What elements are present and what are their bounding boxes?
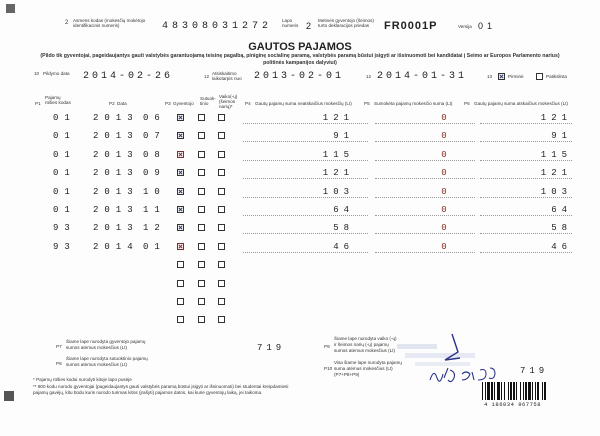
barcode xyxy=(480,382,578,402)
asmens-kodas-value[interactable]: 48308031272 xyxy=(162,21,273,32)
footnote-2: ** 900 kodu nurodo gyventojai (pageidaujantys gauti valstybės paramą būstui įsigyti ar išsinuomoti) bei studentai kreipdamiesi xyxy=(33,384,289,389)
barcode-bar xyxy=(504,382,505,400)
field-2-number: 2 xyxy=(65,20,69,26)
row-divider xyxy=(375,215,475,216)
row-month[interactable]: 06 xyxy=(143,113,166,123)
gyventojo-checkbox[interactable] xyxy=(177,224,184,231)
row-divider xyxy=(243,233,368,234)
row-p5[interactable]: 0 xyxy=(441,223,447,233)
row-year[interactable]: 2013 xyxy=(93,113,139,123)
gyventojo-checkbox[interactable] xyxy=(177,280,184,287)
corner-mark-top-left xyxy=(6,4,15,13)
sutuoktinio-checkbox[interactable] xyxy=(198,169,205,176)
p7-value[interactable]: 719 xyxy=(257,343,286,353)
sutuoktinio-checkbox[interactable] xyxy=(198,206,205,213)
form-code: FR0001P xyxy=(384,20,438,32)
row-divider xyxy=(480,197,572,198)
row-p6[interactable]: 58 xyxy=(551,223,572,233)
p2-header-num: P2 xyxy=(109,101,115,106)
asmens-kodas-label: Asmens kodas (mokesčių mokėtojo identifikacinis numeris) xyxy=(73,18,146,28)
row-divider xyxy=(243,215,368,216)
sutuoktinio-checkbox[interactable] xyxy=(198,298,205,305)
row-divider xyxy=(480,233,572,234)
vaiko-header: Vaiko(-ų) (šeimos narių)* xyxy=(219,94,238,109)
row-divider xyxy=(480,123,572,124)
sutuoktinio-checkbox[interactable] xyxy=(198,132,205,139)
row-code[interactable]: 01 xyxy=(53,187,76,197)
row-code[interactable]: 01 xyxy=(53,150,76,160)
vaiko-checkbox[interactable] xyxy=(218,169,225,176)
row-divider xyxy=(243,252,368,253)
row-p5[interactable]: 0 xyxy=(441,187,447,197)
row-code[interactable]: 01 xyxy=(53,131,76,141)
row-p6[interactable]: 121 xyxy=(540,168,572,178)
p12-number: 12 xyxy=(204,74,210,79)
primine-checkbox[interactable] xyxy=(498,73,505,80)
p1-header-label: Pajamų rūšies kodas xyxy=(45,95,71,105)
vaiko-checkbox[interactable] xyxy=(218,151,225,158)
primine-label: Pirminė xyxy=(508,74,524,79)
vaiko-checkbox[interactable] xyxy=(218,206,225,213)
row-divider xyxy=(375,233,475,234)
sutuoktinio-checkbox[interactable] xyxy=(198,261,205,268)
title-subtext: (Pildo tik gyventojai, pageidaujantys gauti valstybės garantuojamą teisinę pagalbą, piniginę socialinę paramą, valstybės paramą būstui įsigyti ar išsinuomoti bei kandidatai į Seimo ar Europos Parlamento narius) xyxy=(40,53,560,59)
row-p4[interactable]: 103 xyxy=(322,187,354,197)
barcode-bar xyxy=(508,382,509,400)
vaiko-checkbox[interactable] xyxy=(218,243,225,250)
p10-total-value[interactable]: 719 xyxy=(520,366,549,376)
barcode-bar xyxy=(542,382,543,400)
p10-total-number: P10 xyxy=(324,366,333,371)
vaiko-checkbox[interactable] xyxy=(218,132,225,139)
p8-number: P8 xyxy=(56,361,62,366)
p3-header-num: P3 xyxy=(165,101,171,106)
p10-label-line3: (P7+P8+P9) xyxy=(334,372,360,377)
barcode-bar xyxy=(525,382,527,400)
gyventojo-checkbox[interactable] xyxy=(177,298,184,305)
row-p4[interactable]: 121 xyxy=(322,168,354,178)
p3-header-label: Gyventojo xyxy=(173,101,194,106)
barcode-bar xyxy=(520,382,521,400)
atsiskaitimo-laikotarpis-label: Atsiskaitimo laikotarpis nuo xyxy=(212,71,242,81)
row-p4[interactable]: 115 xyxy=(322,150,354,160)
barcode-bar xyxy=(513,382,515,400)
p6-header-label: Gautų pajamų suma atskaičius mokesčius (Lt) xyxy=(474,101,568,106)
row-divider xyxy=(375,123,475,124)
row-divider xyxy=(480,215,572,216)
row-p5[interactable]: 0 xyxy=(441,168,447,178)
row-divider xyxy=(480,252,572,253)
row-month[interactable]: 09 xyxy=(143,168,166,178)
barcode-bar xyxy=(528,382,531,400)
sutuoktinio-checkbox[interactable] xyxy=(198,114,205,121)
row-year[interactable]: 2013 xyxy=(93,150,139,160)
p7-number: P7 xyxy=(56,344,62,349)
row-p5[interactable]: 0 xyxy=(441,131,447,141)
row-divider xyxy=(243,160,368,161)
lapo-numeris-label: Lapo numeris xyxy=(282,18,299,28)
row-year[interactable]: 2013 xyxy=(93,205,139,215)
row-code[interactable]: 01 xyxy=(53,205,76,215)
sutuoktinio-checkbox[interactable] xyxy=(198,151,205,158)
barcode-bar xyxy=(485,382,486,400)
page-title: GAUTOS PAJAMOS xyxy=(248,41,352,53)
p7-label-line1: Šiame lape nurodyta gyventojo pajamų xyxy=(66,339,146,344)
gyventojo-checkbox[interactable] xyxy=(177,132,184,139)
gyventojo-checkbox[interactable] xyxy=(177,261,184,268)
gyventojo-checkbox[interactable] xyxy=(177,206,184,213)
p4-header-num: P4 xyxy=(245,101,251,106)
sutuoktinio-checkbox[interactable] xyxy=(198,316,205,323)
barcode-bar xyxy=(482,382,483,400)
barcode-bar xyxy=(532,382,533,400)
sutuoktinio-header: Sutuok- tinio xyxy=(200,96,216,106)
p8-label-line2: sumos atėmus mokesčius (Lt) xyxy=(66,362,128,367)
signature xyxy=(400,330,510,390)
barcode-bar xyxy=(535,382,536,400)
row-p6[interactable]: 91 xyxy=(551,131,572,141)
row-month[interactable]: 08 xyxy=(143,150,166,160)
row-divider xyxy=(375,178,475,179)
row-month[interactable]: 11 xyxy=(143,205,166,215)
p7-label-line2: sumos atėmus mokesčius (Lt) xyxy=(66,345,128,350)
row-divider xyxy=(375,141,475,142)
row-p5[interactable]: 0 xyxy=(441,205,447,215)
p12-to-number: 12 xyxy=(366,74,372,79)
row-year[interactable]: 2013 xyxy=(93,223,139,233)
row-p4[interactable]: 121 xyxy=(322,113,354,123)
barcode-bar xyxy=(523,382,524,400)
barcode-bar xyxy=(516,382,517,400)
barcode-bar xyxy=(544,382,546,400)
row-p5[interactable]: 0 xyxy=(441,242,447,252)
row-p6[interactable]: 115 xyxy=(540,150,572,160)
p5-header-label: Sumokėta pajamų mokesčio suma (Lt) xyxy=(374,101,453,106)
footnote-3: pajamų gavėjų, kitu būdu kuris nurodo turimas kitos (įrašyti) pajamos datos, kai kurie gyventojų laiką, jei taikoma. xyxy=(33,390,263,395)
lapo-numeris-value[interactable]: 2 xyxy=(306,21,312,31)
row-code[interactable]: 93 xyxy=(53,242,76,252)
row-code[interactable]: 01 xyxy=(53,113,76,123)
row-month[interactable]: 01 xyxy=(143,242,166,252)
row-month[interactable]: 12 xyxy=(143,223,166,233)
row-divider xyxy=(375,252,475,253)
p10-label-line2: suma atėmus mokesčius (Lt) xyxy=(334,366,393,371)
patikslinta-checkbox[interactable] xyxy=(536,73,543,80)
p2-header-label: Data xyxy=(117,101,127,106)
vaiko-checkbox[interactable] xyxy=(218,280,225,287)
row-p6[interactable]: 121 xyxy=(540,113,572,123)
row-divider xyxy=(243,197,368,198)
row-month[interactable]: 10 xyxy=(143,187,166,197)
row-year[interactable]: 2014 xyxy=(93,242,139,252)
p9-label-line2: ir šeimos narių (-ų) pajamų xyxy=(334,342,389,347)
row-divider xyxy=(243,178,368,179)
vaiko-checkbox[interactable] xyxy=(218,188,225,195)
row-p6[interactable]: 64 xyxy=(551,205,572,215)
row-divider xyxy=(243,141,368,142)
row-p4[interactable]: 58 xyxy=(333,223,354,233)
patikslinta-label: Patikslinta xyxy=(546,74,567,79)
p8-label-line1: Šiame lape nurodyta sutuoktinio pajamų xyxy=(66,356,148,361)
barcode-bar xyxy=(501,382,502,400)
row-p5[interactable]: 0 xyxy=(441,150,447,160)
row-divider xyxy=(480,141,572,142)
p10-number: 10 xyxy=(34,71,40,76)
vaiko-checkbox[interactable] xyxy=(218,298,225,305)
sutuoktinio-checkbox[interactable] xyxy=(198,188,205,195)
row-p4[interactable]: 91 xyxy=(333,131,354,141)
p9-number: P9 xyxy=(324,344,330,349)
row-year[interactable]: 2013 xyxy=(93,131,139,141)
metines-deklaracija-label: Metinės gyventojo (šeimos) turto deklaracijos priedas xyxy=(318,18,374,28)
laikotarpis-to[interactable]: 2014-01-31 xyxy=(377,71,468,82)
row-divider xyxy=(375,197,475,198)
pildymo-data-label: Pildymo data xyxy=(43,71,70,76)
row-code[interactable]: 93 xyxy=(53,223,76,233)
barcode-bar xyxy=(537,382,539,400)
barcode-bar xyxy=(494,382,495,400)
barcode-bar xyxy=(510,382,512,400)
vaiko-checkbox[interactable] xyxy=(218,316,225,323)
sutuoktinio-checkbox[interactable] xyxy=(198,224,205,231)
vaiko-checkbox[interactable] xyxy=(218,224,225,231)
footnote-1: * Pajamų rūšies kodai nurodyti kitoje lapo pusėje xyxy=(33,377,132,382)
p9-label-line1: Šiame lape nurodyta vaiko (-ų) xyxy=(334,336,397,341)
row-p4[interactable]: 46 xyxy=(333,242,354,252)
versija-value: 01 xyxy=(478,21,497,31)
p9-label-line3: sumos atėmus mokesčius (Lt) xyxy=(334,348,396,353)
gyventojo-checkbox[interactable] xyxy=(177,151,184,158)
title-subtext-2: politinės kampanijos dalyviui) xyxy=(263,60,337,66)
sutuoktinio-checkbox[interactable] xyxy=(198,243,205,250)
row-p6[interactable]: 103 xyxy=(540,187,572,197)
barcode-bar xyxy=(497,382,500,400)
gyventojo-checkbox[interactable] xyxy=(177,114,184,121)
row-divider xyxy=(375,160,475,161)
row-divider xyxy=(480,178,572,179)
sutuoktinio-checkbox[interactable] xyxy=(198,280,205,287)
p10-label-line1: Visa šiame lape nurodyta pajamų xyxy=(334,360,402,365)
versija-label: Versija xyxy=(458,24,472,29)
barcode-bar xyxy=(491,382,493,400)
corner-mark-bottom-left xyxy=(4,391,14,401)
gyventojo-checkbox[interactable] xyxy=(177,243,184,250)
row-month[interactable]: 07 xyxy=(143,131,166,141)
row-p6[interactable]: 46 xyxy=(551,242,572,252)
gyventojo-checkbox[interactable] xyxy=(177,188,184,195)
row-divider xyxy=(480,160,572,161)
gyventojo-checkbox[interactable] xyxy=(177,316,184,323)
barcode-number: 4 186034 967758 xyxy=(484,401,542,408)
p13-number: 13 xyxy=(487,74,493,79)
row-year[interactable]: 2013 xyxy=(93,168,139,178)
row-year[interactable]: 2013 xyxy=(93,187,139,197)
row-p4[interactable]: 64 xyxy=(333,205,354,215)
p1-header-num: P1 xyxy=(35,101,41,106)
vaiko-checkbox[interactable] xyxy=(218,261,225,268)
p4-header-label: Gautų pajamų suma neatskaičius mokesčių (Lt) xyxy=(255,101,352,106)
p5-header-num: P5 xyxy=(364,101,370,106)
gyventojo-checkbox[interactable] xyxy=(177,169,184,176)
row-code[interactable]: 01 xyxy=(53,168,76,178)
laikotarpis-from[interactable]: 2013-02-01 xyxy=(254,71,345,82)
row-divider xyxy=(243,123,368,124)
p6-header-num: P6 xyxy=(464,101,470,106)
barcode-bar xyxy=(487,382,490,400)
pildymo-data-value[interactable]: 2014-02-26 xyxy=(83,71,174,82)
row-p5[interactable]: 0 xyxy=(441,113,447,123)
vaiko-checkbox[interactable] xyxy=(218,114,225,121)
